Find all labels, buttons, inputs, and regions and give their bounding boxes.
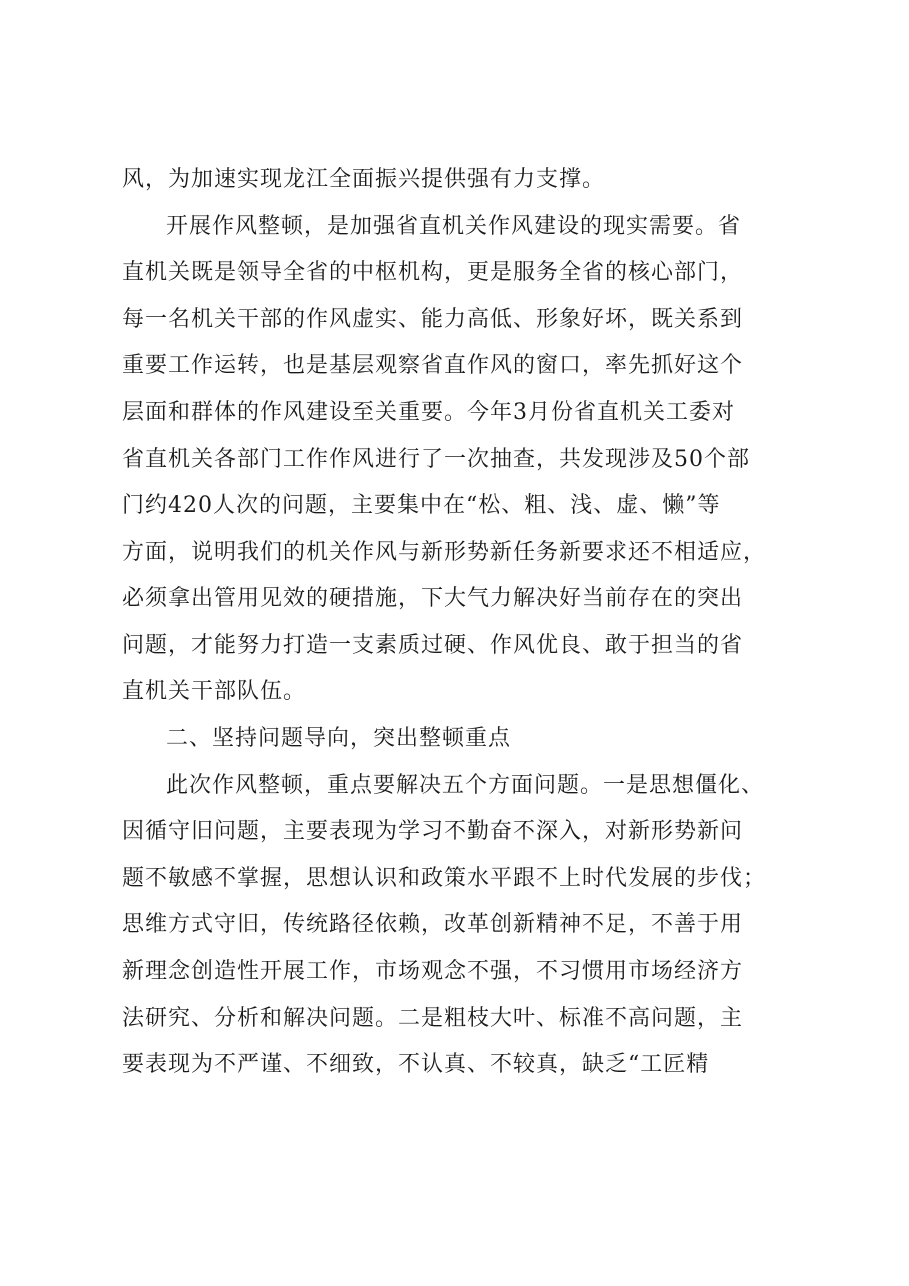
- text-line: 问题，才能努力打造一支素质过硬、作风优良、敢于担当的省: [122, 633, 744, 658]
- text-line: 新理念创造性开展工作，市场观念不强，不习惯用市场经济方: [122, 959, 744, 984]
- text-line: 重要工作运转，也是基层观察省直作风的窗口，率先抓好这个: [122, 353, 744, 378]
- text-line: 必须拿出管用见效的硬措施，下大气力解决好当前存在的突出: [122, 586, 744, 611]
- text-line: 层面和群体的作风建设至关重要。今年3月份省直机关工委对: [122, 400, 735, 425]
- text-line: 门约420人次的问题，主要集中在“松、粗、浅、虚、懒”等: [122, 493, 721, 518]
- text-line: 要表现为不严谨、不细致，不认真、不较真，缺乏“工匠精: [122, 1052, 710, 1077]
- paragraph-start-line: 此次作风整顿，重点要解决五个方面问题。一是思想僵化、: [166, 773, 765, 798]
- paragraph-start-line: 开展作风整顿，是加强省直机关作风建设的现实需要。省: [166, 214, 742, 239]
- section-heading: 二、坚持问题导向，突出整顿重点: [166, 726, 512, 751]
- text-line: 思维方式守旧，传统路径依赖，改革创新精神不足，不善于用: [122, 912, 744, 937]
- text-line: 直机关干部队伍。: [122, 679, 307, 704]
- text-line: 因循守旧问题，主要表现为学习不勤奋不深入，对新形势新问: [122, 819, 744, 844]
- text-line: 题不敏感不掌握，思想认识和政策水平跟不上时代发展的步伐；: [122, 866, 767, 891]
- text-line: 法研究、分析和解决问题。二是粗枝大叶、标准不高问题，主: [122, 1006, 744, 1031]
- text-line: 省直机关各部门工作作风进行了一次抽查，共发现涉及50个部: [122, 447, 750, 472]
- text-line: 方面，说明我们的机关作风与新形势新任务新要求还不相适应，: [122, 540, 767, 565]
- text-line: 直机关既是领导全省的中枢机构，更是服务全省的核心部门，: [122, 260, 744, 285]
- text-line: 风，为加速实现龙江全面振兴提供强有力支撑。: [122, 167, 606, 192]
- text-line: 每一名机关干部的作风虚实、能力高低、形象好坏，既关系到: [122, 307, 744, 332]
